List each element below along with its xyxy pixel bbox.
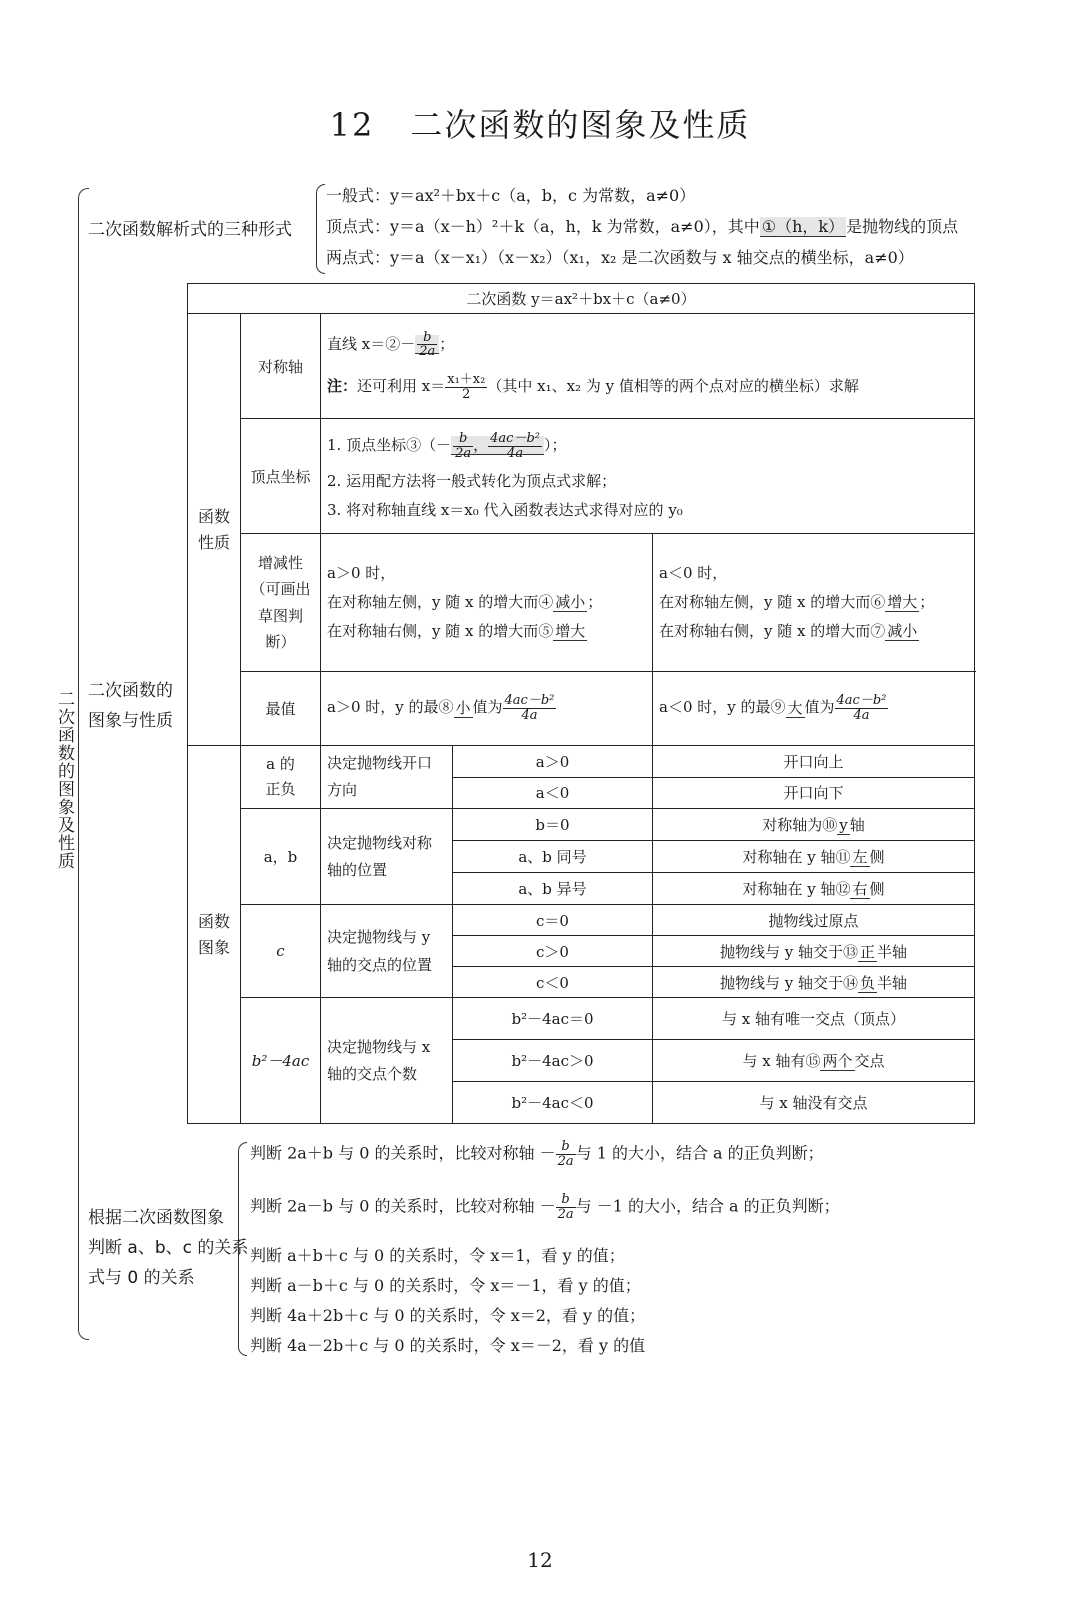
judge-line-3: 判断 a＋b＋c 与 0 的关系时，令 x＝1，看 y 的值；: [250, 1246, 625, 1265]
extreme-neg: a＜0 时，y 的最⑨ 大 值为 $\frac{\text{4ac－b²}}{4a}$: [653, 672, 975, 746]
answer-13: 正: [859, 942, 875, 961]
judge-label-2: 判断 a、b、c 的关系: [88, 1238, 249, 1258]
ab-result-1: 对称轴为⑩ y 轴: [653, 809, 975, 841]
monotonic-label: 增减性（可画出草图判断）: [241, 534, 321, 672]
judge-line-5: 判断 4a＋2b＋c 与 0 的关系时，令 x＝2，看 y 的值；: [250, 1306, 646, 1325]
disc-result-3: 与 x 轴没有交点: [653, 1082, 975, 1124]
ab-cond-2: a、b 同号: [453, 841, 653, 873]
general-form: 一般式：y＝ax²＋bx＋c（a，b，c 为常数，a≠0）: [326, 186, 696, 205]
vertex-form-pre: 顶点式：y＝a（x－h）²＋k（a，h，k 为常数，a≠0），其中: [326, 217, 760, 236]
disc-result-2: 与 x 轴有⑮ 两个 交点: [653, 1040, 975, 1082]
disc-cond-1: b²－4ac＝0: [453, 998, 653, 1040]
answer-14: 负: [859, 973, 875, 992]
answer-8: 小: [455, 698, 471, 717]
c-cond-3: c＜0: [453, 967, 653, 998]
disc-cond-2: b²－4ac＞0: [453, 1040, 653, 1082]
page-number: 12: [527, 1548, 553, 1572]
vertex-item-3: 3. 将对称轴直线 x＝x₀ 代入函数表达式求得对应的 y₀: [327, 501, 683, 520]
section2-label-1: 二次函数的: [88, 681, 173, 701]
ab-desc: 决定抛物线对称轴的位置: [321, 809, 453, 905]
monotonic-neg: a＜0 时， 在对称轴左侧，y 随 x 的增大而⑥ 增大 ； 在对称轴右侧，y 随 x 的增大而⑦ 减小: [653, 534, 975, 672]
answer-6: 增大: [887, 592, 918, 611]
judge-line-4: 判断 a－b＋c 与 0 的关系时，令 x＝－1，看 y 的值；: [250, 1276, 641, 1295]
c-result-1: 抛物线过原点: [653, 905, 975, 936]
a-sign-desc: 决定抛物线开口方向: [321, 746, 453, 809]
answer-5: 增大: [555, 622, 586, 641]
vertex-content: 1. 顶点坐标③（－ $\frac{b}{2a}$ ， $\frac{\text{4ac－b²}}{4a}$ ）； 2. 运用配方法将一般式转化为顶点式求解； 3. 将对称轴直线 x＝x₀ 代入函数表达式求得对应的 y₀: [321, 419, 975, 534]
ab-cond-1: b＝0: [453, 809, 653, 841]
page-title: [0, 100, 1080, 146]
group-graph: 函数图象: [188, 746, 241, 1124]
ab-result-2: 对称轴在 y 轴⑪ 左 侧: [653, 841, 975, 873]
judge-label-1: 根据二次函数图象: [88, 1208, 224, 1228]
two-point-form: 两点式：y＝a（x－x₁）（x－x₂）（x₁，x₂ 是二次函数与 x 轴交点的横坐标，a≠0）: [326, 248, 914, 267]
side-label: 二次函数的图象及性质: [54, 690, 74, 870]
disc-result-1: 与 x 轴有唯一交点（顶点）: [653, 998, 975, 1040]
vertex-form-post: 是抛物线的顶点: [846, 217, 959, 236]
group-props: 函数性质: [188, 314, 241, 746]
c-cond-2: c＞0: [453, 936, 653, 967]
a-sign-cond-2: a＜0: [453, 777, 653, 809]
vertex-item-2: 2. 运用配方法将一般式转化为顶点式求解；: [327, 472, 617, 491]
monotonic-pos: a＞0 时， 在对称轴左侧，y 随 x 的增大而④ 减小 ； 在对称轴右侧，y 随 x 的增大而⑤ 增大: [321, 534, 653, 672]
c-label: c: [241, 905, 321, 998]
extreme-label: 最值: [241, 672, 321, 746]
ab-result-3: 对称轴在 y 轴⑫ 右 侧: [653, 873, 975, 905]
disc-cond-3: b²－4ac＜0: [453, 1082, 653, 1124]
c-result-2: 抛物线与 y 轴交于⑬ 正 半轴: [653, 936, 975, 967]
extreme-pos: a＞0 时，y 的最⑧ 小 值为 $\frac{\text{4ac－b²}}{4a}$: [321, 672, 653, 746]
a-sign-result-2: 开口向下: [653, 777, 975, 809]
axis-label: 对称轴: [241, 314, 321, 419]
answer-9: 大: [787, 698, 803, 717]
properties-table: [187, 283, 975, 1124]
c-cond-1: c＝0: [453, 905, 653, 936]
judge-brace: [238, 1142, 247, 1356]
c-desc: 决定抛物线与 y 轴的交点的位置: [321, 905, 453, 998]
answer-12: 右: [852, 880, 868, 898]
disc-desc: 决定抛物线与 x 轴的交点个数: [321, 998, 453, 1124]
answer-10: y: [839, 816, 848, 834]
judge-label-3: 式与 0 的关系: [88, 1268, 195, 1288]
axis-content: 直线 x＝②－ $\frac{b}{2a}$ ； 注：还可利用 x＝ $\frac{\text{x₁＋x₂}}{2}$ （其中 x₁、x₂ 为 y 值相等的两个点对应的横坐标）求解: [321, 314, 975, 419]
a-sign-result-1: 开口向上: [653, 746, 975, 778]
answer-4: 减小: [555, 592, 586, 611]
outer-brace: [78, 188, 89, 1340]
disc-label: b²－4ac: [241, 998, 321, 1124]
answer-11: 左: [852, 848, 868, 866]
table-header: 二次函数 y＝ax²＋bx＋c（a≠0）: [188, 284, 975, 314]
answer-1: ①（h，k）: [761, 217, 845, 236]
vertex-form: [326, 214, 958, 237]
answer-15: 两个: [822, 1052, 853, 1070]
forms-label: 二次函数解析式的三种形式: [88, 220, 292, 240]
ab-cond-3: a、b 异号: [453, 873, 653, 905]
title-text: 二次函数的图象及性质: [410, 106, 751, 144]
forms-brace: [316, 184, 325, 274]
c-result-3: 抛物线与 y 轴交于⑭ 负 半轴: [653, 967, 975, 998]
judge-line-2: 判断 2a－b 与 0 的关系时，比较对称轴 － $\frac{b}{2a}$ 与 －1 的大小，结合 a 的正负判断；: [250, 1192, 840, 1222]
a-sign-cond-1: a＞0: [453, 746, 653, 778]
ab-label: a，b: [241, 809, 321, 905]
judge-line-6: 判断 4a－2b＋c 与 0 的关系时，令 x＝－2，看 y 的值: [250, 1336, 646, 1355]
a-sign-label: a 的正负: [241, 746, 321, 809]
judge-line-1: 判断 2a＋b 与 0 的关系时，比较对称轴 － $\frac{b}{2a}$ 与 1 的大小，结合 a 的正负判断；: [250, 1139, 824, 1169]
section2-label-2: 图象与性质: [88, 711, 173, 731]
vertex-label: 顶点坐标: [241, 419, 321, 534]
answer-7: 减小: [887, 622, 918, 641]
title-number: 12: [329, 106, 375, 144]
